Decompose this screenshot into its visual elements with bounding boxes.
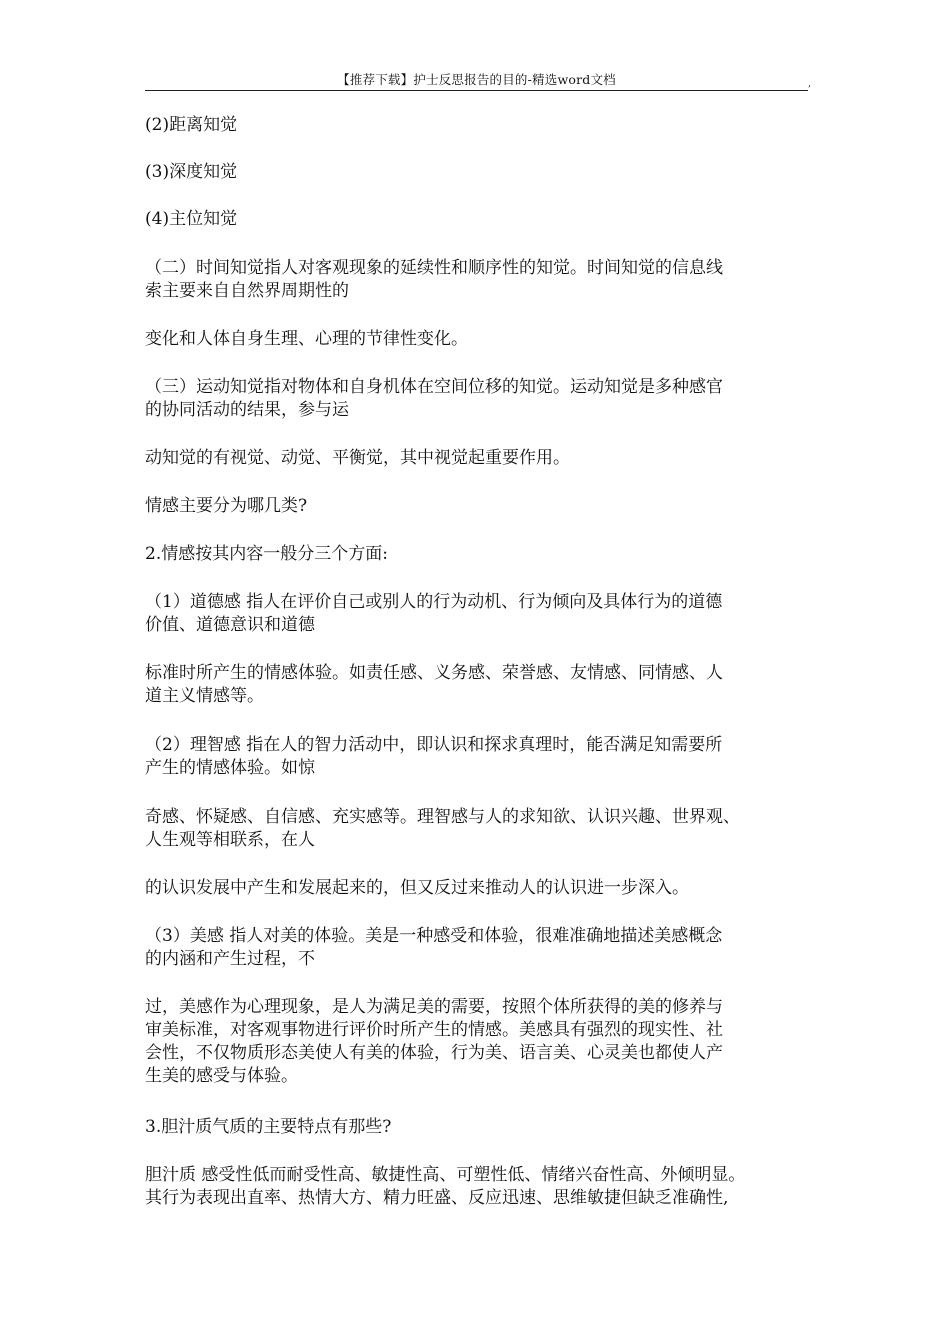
paragraph-motion-perception: （三）运动知觉指对物体和自身机体在空间位移的知觉。运动知觉是多种感官 的协同活动的结果，参与运 <box>145 377 723 420</box>
paragraph-emotion-content: 2.情感按其内容一般分三个方面: <box>145 544 388 564</box>
paragraph-distance-perception: (2)距离知觉 <box>145 115 238 135</box>
question-emotion-types: 情感主要分为哪几类? <box>145 496 308 516</box>
paragraph-aesthetic-sense: （3）美感 指人对美的体验。美是一种感受和体验，很难准确地描述美感概念 的内涵和产生过程，不 <box>145 926 723 969</box>
paragraph-orientation-perception: (4)主位知觉 <box>145 209 238 229</box>
paragraph-intellectual-sense: （2）理智感 指在人的智力活动中，即认识和探求真理时，能否满足知需要所 产生的情感体验。如惊 <box>145 735 723 778</box>
paragraph-time-perception-cont: 变化和人体自身生理、心理的节律性变化。 <box>145 329 468 349</box>
paragraph-moral-sense-cont: 标准时所产生的情感体验。如责任感、义务感、荣誉感、友情感、同情感、人 道主义情感等。 <box>145 663 723 706</box>
page-header: 【推荐下载】护士反思报告的目的-精选word文档 <box>145 72 808 91</box>
paragraph-choleric-temperament: 胆汁质 感受性低而耐受性高、敏捷性高、可塑性低、情绪兴奋性高、外倾明显。 其行为表现出直率、热情大方、精力旺盛、反应迅速、思维敏捷但缺乏准确性, <box>145 1165 746 1208</box>
question-choleric-temperament: 3.胆汁质气质的主要特点有那些? <box>145 1117 392 1137</box>
paragraph-intellectual-sense-cont: 奇感、怀疑感、自信感、充实感等。理智感与人的求知欲、认识兴趣、世界观、 人生观等相联系，在人 <box>145 807 740 850</box>
paragraph-time-perception: （二）时间知觉指人对客观现象的延续性和顺序性的知觉。时间知觉的信息线 索主要来自自然界周期性的 <box>145 258 723 301</box>
paragraph-aesthetic-sense-cont: 过，美感作为心理现象，是人为满足美的需要，按照个体所获得的美的修养与 审美标准，对客观事物进行评价时所产生的情感。美感具有强烈的现实性、社 会性，不仅物质形态美使人有美的体验，行为美、语言美、心灵美也都使人产 生美的感受与体验。 <box>145 997 723 1086</box>
paragraph-motion-perception-cont: 动知觉的有视觉、动觉、平衡觉，其中视觉起重要作用。 <box>145 448 570 468</box>
header-mark: , <box>808 78 812 89</box>
paragraph-intellectual-sense-end: 的认识发展中产生和发展起来的，但又反过来推动人的认识进一步深入。 <box>145 878 689 898</box>
paragraph-depth-perception: (3)深度知觉 <box>145 162 238 182</box>
paragraph-moral-sense: （1）道德感 指人在评价自己或别人的行为动机、行为倾向及具体行为的道德 价值、道德意识和道德 <box>145 592 723 635</box>
